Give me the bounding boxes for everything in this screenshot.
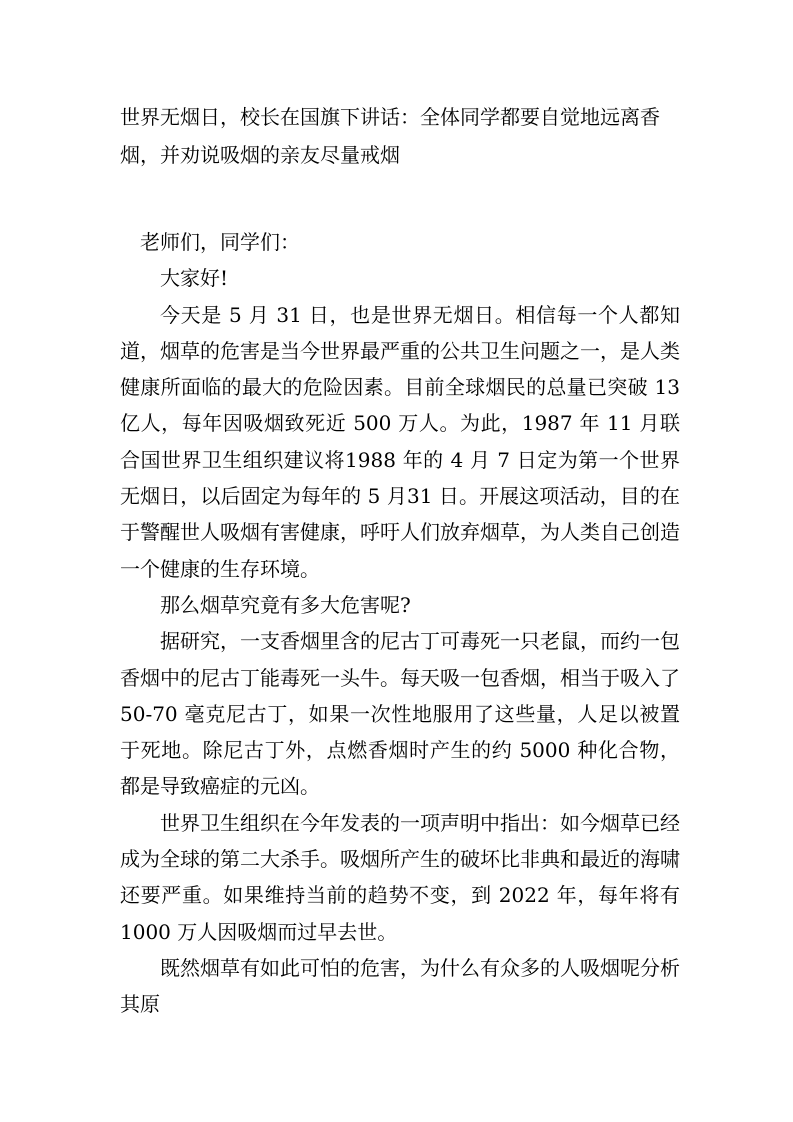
- salutation-paragraph: 老师们，同学们：: [140, 230, 300, 254]
- research-paragraph: 据研究，一支香烟里含的尼古丁可毒死一只老鼠，而约一包香烟中的尼古丁能毒死一头牛。每天吸一包香烟，相当于吸入了 50-70 毫克尼古丁，如果一次性地服用了这些量，人足以被置于死地。除尼古丁外，点燃香烟时产生的约 5000 种化合物，都是导致癌症的元凶。: [120, 629, 680, 799]
- question-paragraph: 那么烟草究竟有多大危害呢?: [160, 592, 411, 617]
- document-title: 世界无烟日，校长在国旗下讲话：全体同学都要自觉地远离香烟，并劝说吸烟的亲友尽量戒烟: [120, 105, 660, 167]
- analysis-paragraph: 既然烟草有如此可怕的危害，为什么有众多的人吸烟呢分析其原: [120, 955, 680, 1017]
- greeting-paragraph: 大家好!: [160, 266, 229, 291]
- document-body: [120, 224, 680, 1023]
- who-statement-paragraph: 世界卫生组织在今年发表的一项声明中指出：如今烟草已经成为全球的第二大杀手。吸烟所产生的破坏比非典和最近的海啸还要严重。如果维持当前的趋势不变，到 2022 年，每年将有 1000 万人因吸烟而过早去世。: [120, 810, 680, 944]
- intro-paragraph: 今天是 5 月 31 日，也是世界无烟日。相信每一个人都知道，烟草的危害是当今世界最严重的公共卫生问题之一，是人类健康所面临的最大的危险因素。目前全球烟民的总量已突破 13 亿人，每年因吸烟致死近 500 万人。为此，1987 年 11 月联合国世界卫生组织建议将1988 年的 4 月 7 日定为第一个世界无烟日，以后固定为每年的 5 月31 日。开展这项活动，目的在于警醒世人吸烟有害健康，呼吁人们放弃烟草，为人类自己创造一个健康的生存环境。: [120, 302, 680, 581]
